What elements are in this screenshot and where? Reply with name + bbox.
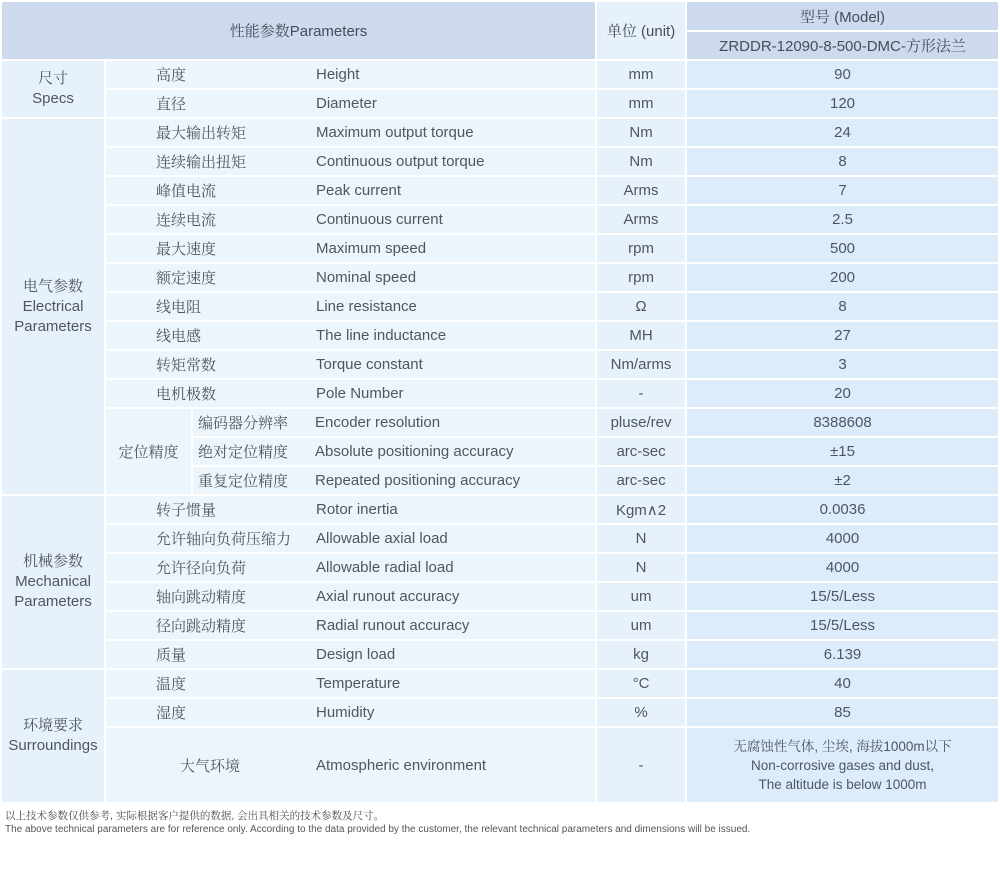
atmospheric-value-line: 无腐蚀性气体, 尘埃, 海拔1000m以下 [733,738,952,754]
value-cell: 40 [686,669,998,698]
atmospheric-value-line: The altitude is below 1000m [758,776,927,792]
header-model-label: 型号 (Model) [686,2,998,31]
param-name-cn: 最大速度 [156,241,217,258]
param-name-cn: 连续电流 [156,212,217,229]
param-cell [105,118,596,147]
param-cell [192,408,596,437]
param-name-en: The line inductance [316,327,447,344]
unit-cell: um [596,611,686,640]
param-cell [105,292,596,321]
unit-cell: Arms [596,205,686,234]
value-cell: 3 [686,350,998,379]
value-cell: 8388608 [686,408,998,437]
param-cell [105,89,596,118]
unit-cell: MH [596,321,686,350]
unit-cell: Ω [596,292,686,321]
param-cell [105,495,596,524]
table-row [2,176,998,205]
unit-cell: arc-sec [596,466,686,495]
value-cell: 0.0036 [686,495,998,524]
unit-cell: mm [596,60,686,89]
table-row [2,698,998,727]
param-cell [105,669,596,698]
param-cell [105,582,596,611]
footnote-cn: 以上技术参数仅供参考, 实际根据客户提供的数据, 会出具相关的技术参数及尺寸。 [5,810,385,822]
param-name-en: Continuous current [316,211,443,228]
subgroup-cell-positioning: 定位精度 [105,408,192,495]
param-cell [105,263,596,292]
footnote [5,809,998,837]
unit-cell: N [596,524,686,553]
param-cell [105,553,596,582]
param-name-cn: 电机极数 [156,386,217,403]
group-cell-specs [2,60,105,118]
unit-cell: Nm [596,118,686,147]
table-row [2,118,998,147]
param-name-cn: 转矩常数 [156,357,217,374]
unit-cell: N [596,553,686,582]
table-row [2,350,998,379]
header-parameters: 性能参数Parameters [2,2,596,60]
table-row [2,408,998,437]
group-name-en: Electrical Parameters [14,297,92,335]
unit-cell: - [596,727,686,803]
param-name-cn: 线电感 [156,328,202,345]
unit-cell: um [596,582,686,611]
param-name-en: Temperature [316,675,401,692]
footnote-en: The above technical parameters are for reference only. According to the data provided by the customer, the relevant technical parameters and dimensions will be issued. [5,824,751,835]
table-row [2,263,998,292]
value-cell: 20 [686,379,998,408]
param-name-cn: 允许径向负荷 [156,560,247,577]
param-name-en: Humidity [316,704,375,721]
value-cell: 90 [686,60,998,89]
param-name-en: Absolute positioning accuracy [315,443,514,460]
param-cell [105,350,596,379]
unit-cell: arc-sec [596,437,686,466]
param-name-cn: 峰值电流 [156,183,217,200]
value-cell: 7 [686,176,998,205]
param-name-cn: 轴向跳动精度 [156,589,247,606]
value-cell: 500 [686,234,998,263]
unit-cell: rpm [596,234,686,263]
param-name-en: Allowable radial load [316,559,454,576]
param-name-cn: 额定速度 [156,270,217,287]
value-cell: 27 [686,321,998,350]
param-name-cn: 线电阻 [156,299,202,316]
param-name-cn: 温度 [156,676,187,693]
param-name-en: Design load [316,646,396,663]
unit-cell: - [596,379,686,408]
value-cell: 4000 [686,553,998,582]
param-name-cn: 转子惯量 [156,502,217,519]
param-name-en: Radial runout accuracy [316,617,470,634]
param-cell [105,176,596,205]
param-name-cn: 绝对定位精度 [198,444,289,461]
table-row [2,582,998,611]
unit-cell: Nm/arms [596,350,686,379]
header-unit: 单位 (unit) [596,2,686,60]
param-name-cn: 高度 [156,67,187,84]
param-name-en: Torque constant [316,356,423,373]
param-name-en: Peak current [316,182,402,199]
param-name-cn: 径向跳动精度 [156,618,247,635]
value-cell: 6.139 [686,640,998,669]
table-row [2,292,998,321]
group-name-en: Mechanical Parameters [14,573,92,610]
param-name-en: Rotor inertia [316,501,398,518]
value-cell: 85 [686,698,998,727]
param-cell [105,321,596,350]
param-name-cn: 允许轴向负荷压缩力 [156,531,292,548]
table-row [2,89,998,118]
header-row-1 [2,2,998,31]
unit-cell: kg [596,640,686,669]
param-name-cn: 重复定位精度 [198,473,289,490]
unit-cell: °C [596,669,686,698]
atmospheric-value-line: Non-corrosive gases and dust, [750,757,935,773]
header-model-value: ZRDDR-12090-8-500-DMC-方形法兰 [686,31,998,60]
param-cell [105,379,596,408]
value-cell: 120 [686,89,998,118]
unit-cell: % [596,698,686,727]
table-row [2,321,998,350]
unit-cell: rpm [596,263,686,292]
param-name-cn: 湿度 [156,705,187,722]
table-row [2,727,998,803]
table-row [2,234,998,263]
unit-cell: mm [596,89,686,118]
param-name-en: Encoder resolution [315,414,441,431]
unit-cell: Nm [596,147,686,176]
table-row [2,147,998,176]
unit-cell: pluse/rev [596,408,686,437]
param-cell [192,466,596,495]
value-cell: 15/5/Less [686,611,998,640]
table-row [2,379,998,408]
param-cell [105,205,596,234]
table-row [2,205,998,234]
value-cell: 15/5/Less [686,582,998,611]
param-cell [105,524,596,553]
table-row [2,60,998,89]
table-row [2,611,998,640]
unit-cell: Kgm∧2 [596,495,686,524]
table-row [2,669,998,698]
param-name-cn: 连续输出扭矩 [156,154,247,171]
param-name-en: Nominal speed [316,269,417,286]
group-name-en: Specs [32,90,74,107]
param-cell [192,437,596,466]
param-name-en: Maximum output torque [316,124,474,141]
param-name-cn: 最大输出转矩 [156,125,247,142]
param-name-cn: 直径 [156,96,187,113]
param-cell [105,611,596,640]
value-cell: ±15 [686,437,998,466]
group-name-cn: 电气参数 [22,277,83,295]
param-name-cn: 编码器分辨率 [198,415,289,432]
table-row [2,553,998,582]
value-cell: 200 [686,263,998,292]
param-cell [105,147,596,176]
value-cell: 2.5 [686,205,998,234]
param-cell [105,640,596,669]
param-name-en: Pole Number [316,385,404,402]
group-cell-electrical [2,118,105,495]
param-cell [105,234,596,263]
param-cell [105,698,596,727]
value-cell: 4000 [686,524,998,553]
param-name-en: Line resistance [316,298,417,315]
param-name-en: Atmospheric environment [314,727,596,803]
value-cell [686,727,998,803]
param-name-en: Axial runout accuracy [316,588,460,605]
value-cell: 24 [686,118,998,147]
group-cell-surroundings [2,669,105,803]
table-row [2,495,998,524]
param-name-en: Allowable axial load [316,530,448,547]
spec-table [2,2,998,804]
group-name-en: Surroundings [8,737,98,754]
table-row [2,640,998,669]
param-name-en: Diameter [316,95,377,112]
value-cell: 8 [686,147,998,176]
group-cell-mechanical [2,495,105,669]
param-name-cn: 质量 [156,647,187,664]
param-name-en: Continuous output torque [316,153,485,170]
value-cell: 8 [686,292,998,321]
value-cell: ±2 [686,466,998,495]
param-name-en: Height [316,66,360,83]
param-name-cn: 大气环境 [105,727,314,803]
group-name-cn: 机械参数 [22,553,83,570]
group-name-cn: 环境要求 [22,717,83,734]
table-row [2,524,998,553]
param-cell [105,60,596,89]
group-name-cn: 尺寸 [37,70,68,87]
param-name-en: Repeated positioning accuracy [315,472,521,489]
unit-cell: Arms [596,176,686,205]
param-name-en: Maximum speed [316,240,427,257]
